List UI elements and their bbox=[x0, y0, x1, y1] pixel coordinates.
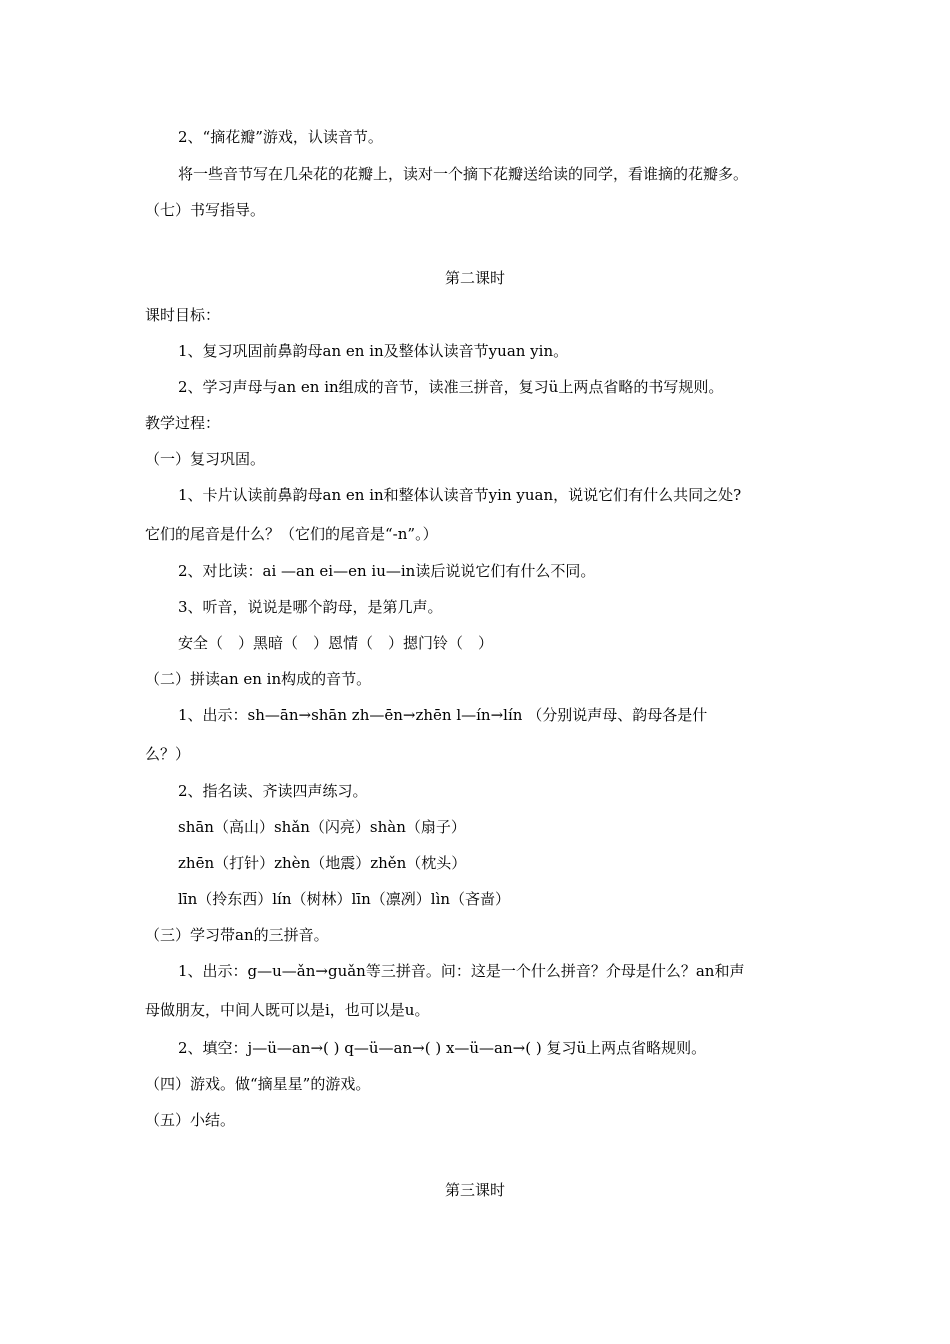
review-item-3: 3、听音，说说是哪个韵母，是第几声。 bbox=[178, 598, 443, 616]
lesson-goals-label: 课时目标： bbox=[145, 306, 221, 324]
game-petal-description: 将一些音节写在几朵花的花瓣上，读对一个摘下花瓣送给读的同学，看谁摘的花瓣多。 bbox=[178, 165, 749, 183]
review-item-2: 2、对比读：ai —an ei—en iu—in读后说说它们有什么不同。 bbox=[178, 562, 596, 580]
tone-practice-lin: līn（拎东西）lín（树林）līn（凛冽）lìn（吝啬） bbox=[178, 890, 511, 908]
section-game: （四）游戏。做“摘星星”的游戏。 bbox=[145, 1075, 371, 1093]
three-part-item-1-continued: 母做朋友，中间人既可以是i，也可以是u。 bbox=[145, 1001, 430, 1019]
section-summary: （五）小结。 bbox=[145, 1111, 236, 1129]
spelling-item-1: 1、出示：sh—ān→shān zh—ēn→zhēn l—ín→lín （分别说声母、韵母各是什 bbox=[178, 706, 708, 724]
lesson-two-heading: 第二课时 bbox=[444, 269, 505, 287]
tone-practice-zhen: zhēn（打针）zhèn（地震）zhěn（枕头） bbox=[178, 854, 467, 872]
teaching-process-label: 教学过程： bbox=[145, 414, 221, 432]
three-part-item-2: 2、填空：j—ü—an→( ) q—ü—an→( ) x—ü—an→( ) 复习ü上两点省略规则。 bbox=[178, 1039, 707, 1057]
goal-item-1: 1、复习巩固前鼻韵母an en in及整体认读音节yuan yin。 bbox=[178, 342, 569, 360]
section-spelling: （二）拼读an en in构成的音节。 bbox=[145, 670, 372, 688]
spelling-item-2: 2、指名读、齐读四声练习。 bbox=[178, 782, 368, 800]
section-writing-guidance: （七）书写指导。 bbox=[145, 201, 266, 219]
game-petal-item: 2、“摘花瓣”游戏，认读音节。 bbox=[178, 128, 383, 146]
spelling-item-1-continued: 么？） bbox=[145, 745, 191, 763]
goal-item-2: 2、学习声母与an en in组成的音节，读准三拼音，复习ü上两点省略的书写规则。 bbox=[178, 378, 724, 396]
tone-practice-shan: shān（高山）shǎn（闪亮）shàn（扇子） bbox=[178, 818, 466, 836]
three-part-item-1: 1、出示：g—u—ǎn→guǎn等三拼音。问：这是一个什么拼音？介母是什么？an和声 bbox=[178, 962, 745, 980]
listening-words: 安全（ ）黑暗（ ）恩情（ ）摁门铃（ ） bbox=[178, 634, 494, 652]
lesson-three-heading: 第三课时 bbox=[444, 1181, 505, 1199]
review-item-1-continued: 它们的尾音是什么？（它们的尾音是“-n”。） bbox=[145, 525, 438, 543]
section-three-part-syllables: （三）学习带an的三拼音。 bbox=[145, 926, 329, 944]
review-item-1: 1、卡片认读前鼻韵母an en in和整体认读音节yin yuan，说说它们有什么共同之处? bbox=[178, 486, 742, 504]
section-review: （一）复习巩固。 bbox=[145, 450, 266, 468]
